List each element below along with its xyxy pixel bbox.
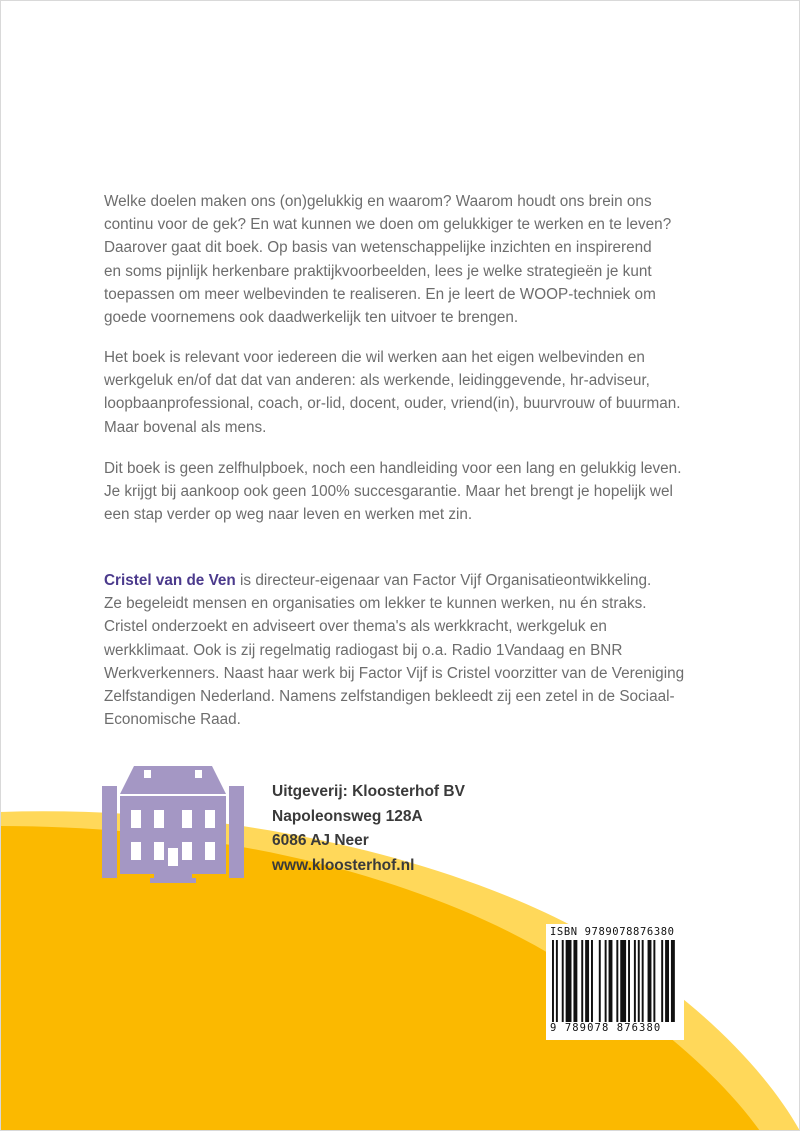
- disclaimer-line: Dit boek is geen zelfhulpboek, noch een handleiding voor een lang en gelukkig leven.: [104, 460, 682, 477]
- intro-line: goede voornemens ook daadwerkelijk ten uitvoer te brengen.: [104, 309, 519, 327]
- isbn-barcode: [546, 924, 684, 1040]
- barcode-bar-19: [661, 940, 663, 1022]
- intro-line: Welke doelen maken ons (on)gelukkig en waarom? Waarom houdt ons brein ons: [104, 193, 652, 210]
- barcode-bar-10: [609, 940, 613, 1022]
- disclaimer-line: Je krijgt bij aankoop ook geen 100% succesgarantie. Maar het brengt je hopelijk wel: [104, 483, 673, 501]
- barcode-bar-17: [648, 940, 652, 1022]
- barcode-bar-2: [562, 940, 564, 1022]
- barcode-bar-20: [665, 940, 669, 1022]
- intro-paragraph: [104, 190, 704, 329]
- barcode-bar-14: [634, 940, 636, 1022]
- barcode-bar-13: [628, 940, 630, 1022]
- relevance-line: werkgeluk en/of dat dat van anderen: als werkende, leidinggevende, hr-adviseur,: [104, 372, 650, 390]
- intro-line: en soms pijnlijk herkenbare praktijkvoorbeelden, lees je welke strategieën je kunt: [104, 262, 652, 280]
- barcode-bar-9: [605, 940, 607, 1022]
- barcode-bar-6: [585, 940, 589, 1022]
- author-line: werkklimaat. Ook is zij regelmatig radiogast bij o.a. Radio 1Vandaag en BNR: [104, 641, 623, 659]
- barcode-bar-11: [616, 940, 618, 1022]
- barcode-bar-15: [638, 940, 640, 1022]
- author-bio: [104, 569, 704, 731]
- publisher-website: www.kloosterhof.nl: [272, 856, 415, 874]
- barcode-bar-21: [671, 940, 675, 1022]
- barcode-bars: [552, 940, 678, 1022]
- author-line: Cristel onderzoekt en adviseert over thema's als werkkracht, werkgeluk en: [104, 618, 607, 636]
- author-line: Economische Raad.: [104, 711, 241, 729]
- barcode-bar-18: [653, 940, 655, 1022]
- relevance-line: Het boek is relevant voor iedereen die wil werken aan het eigen welbevinden en: [104, 349, 645, 366]
- author-line: Werkverkenners. Naast haar werk bij Factor Vijf is Cristel voorzitter van de Vereniging: [104, 664, 685, 682]
- barcode-bar-7: [591, 940, 593, 1022]
- publisher-city: 6086 AJ Neer: [272, 832, 369, 850]
- intro-line: toepassen om meer welbevinden te realiseren. En je leert de WOOP-techniek om: [104, 285, 656, 303]
- intro-line: continu voor de gek? En wat kunnen we doen om gelukkiger te werken en te leven?: [104, 216, 672, 234]
- barcode-bar-3: [566, 940, 572, 1022]
- barcode-bar-4: [573, 940, 577, 1022]
- publisher-address: [272, 780, 465, 878]
- author-line: Ze begeleidt mensen en organisaties om lekker te kunnen werken, nu én straks.: [104, 595, 647, 613]
- author-line: Zelfstandigen Nederland. Namens zelfstandigen bekleedt zij een zetel in de Sociaal-: [104, 688, 675, 706]
- author-first-line: [104, 569, 704, 592]
- barcode-bar-5: [581, 940, 583, 1022]
- publisher-name: Uitgeverij: Kloosterhof BV: [272, 783, 465, 800]
- disclaimer-paragraph: [104, 457, 704, 527]
- barcode-digits: 9 789078 876380: [550, 1022, 662, 1034]
- intro-line: Daarover gaat dit boek. Op basis van wetenschappelijke inzichten en inspirerend: [104, 239, 652, 257]
- barcode-bar-12: [620, 940, 626, 1022]
- author-first-line-rest: is directeur-eigenaar van Factor Vijf Organisatieontwikkeling.: [235, 572, 652, 589]
- relevance-line: Maar bovenal als mens.: [104, 418, 267, 436]
- disclaimer-line: een stap verder op weg naar leven en werken met zin.: [104, 506, 473, 524]
- isbn-label: ISBN 9789078876380: [550, 926, 675, 938]
- barcode-bar-8: [599, 940, 601, 1022]
- barcode-bar-0: [552, 940, 554, 1022]
- publisher-street: Napoleonsweg 128A: [272, 807, 423, 825]
- kloosterhof-house-icon: [102, 766, 244, 884]
- author-name: Cristel van de Ven: [104, 572, 236, 589]
- barcode-bar-16: [642, 940, 644, 1022]
- relevance-line: loopbaanprofessional, coach, or-lid, docent, ouder, vriend(in), buurvrouw of buurman.: [104, 395, 681, 413]
- relevance-paragraph: [104, 346, 704, 439]
- barcode-bar-1: [556, 940, 558, 1022]
